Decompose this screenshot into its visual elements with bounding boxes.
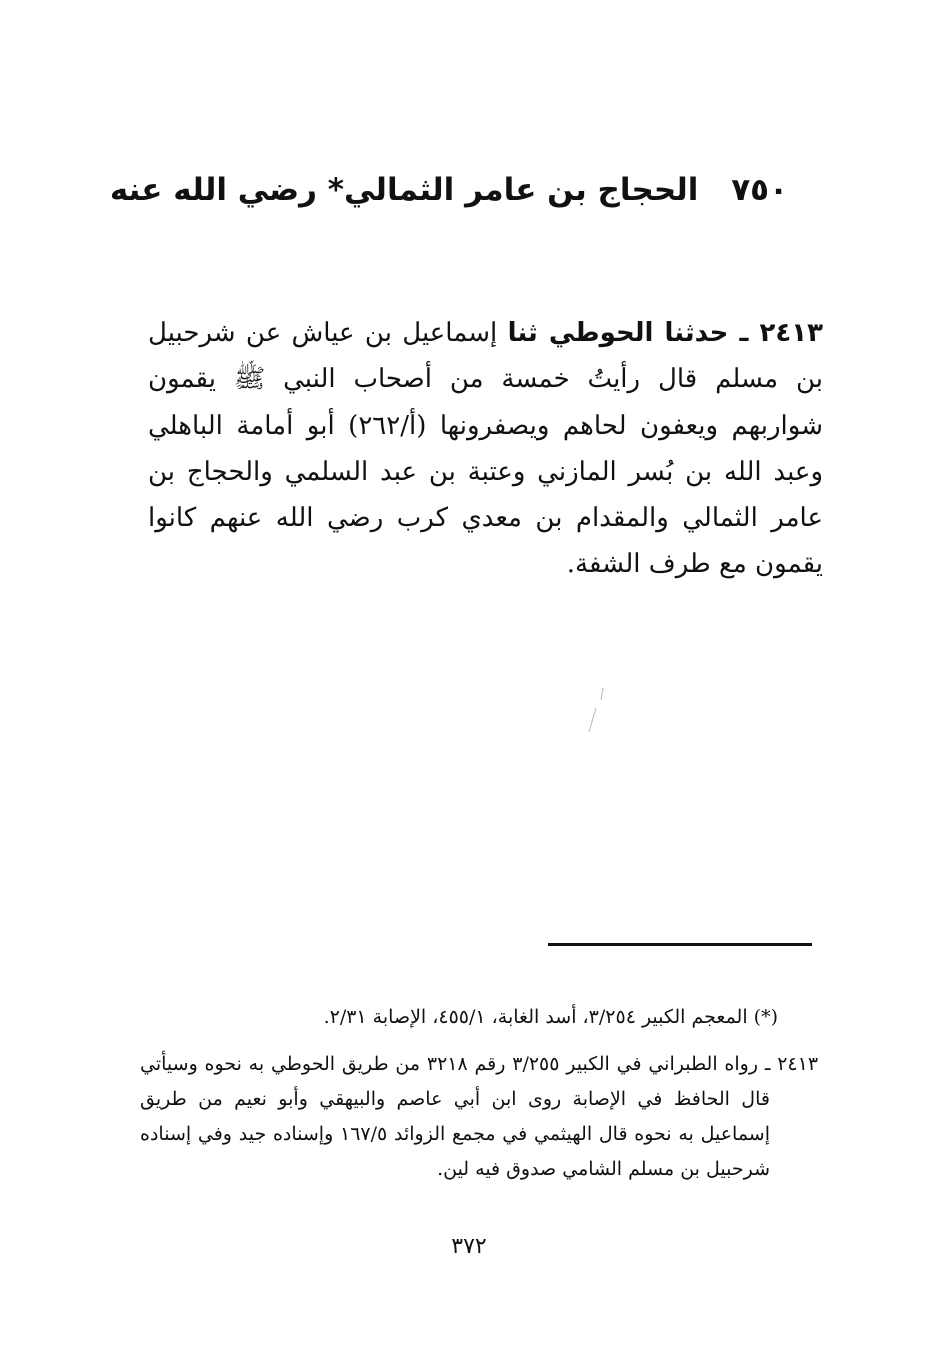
hadith-lead: ٢٤١٣ ـ حدثنا الحوطي ثنا [507,318,824,348]
chapter-heading [109,160,788,220]
footnotes [140,1000,818,1187]
chapter-number: ٧٥٠ [731,172,788,208]
hadith-paragraph [148,310,823,588]
scan-speck-mark [585,686,609,738]
hadith-block [148,310,823,588]
footnote-star: (*) المعجم الكبير ٣/٢٥٤، أسد الغابة، ٤٥٥/١، الإصابة ٢/٣١. [323,1006,778,1028]
hadith-text: إسماعيل بن عياش عن شرحبيل بن مسلم قال رأيتُ خمسة من أصحاب النبي ﷺ يقمون شواربهم ويعفون لحاهم ويصفرونها (أ/٢٦٢) أبو أمامة الباهلي وعبد الله بن بُسر المازني وعتبة بن عبد السلمي والحجاج بن عامر الثمالي والمقدام بن معدي كرب رضي الله عنهم كانوا يقمون مع طرف الشفة. [148,318,823,580]
footnote-2413: ٢٤١٣ ـ رواه الطبراني في الكبير ٣/٢٥٥ رقم ٣٢١٨ من طريق الحوطي به نحوه وسيأتي قال الحافظ في الإصابة روى ابن أبي عاصم والبيهقي وأبو نعيم من طريق إسماعيل به نحوه قال الهيثمي في مجمع الزوائد ١٦٧/٥ وإسناده جيد وفي إسناده شرحبيل بن مسلم الشامي صدوق فيه لين. [140,1053,819,1180]
page-number: ٣٧٢ [451,1234,487,1259]
footnote-divider [548,943,812,946]
chapter-title: الحجاج بن عامر الثمالي* رضي الله عنه [109,172,699,208]
